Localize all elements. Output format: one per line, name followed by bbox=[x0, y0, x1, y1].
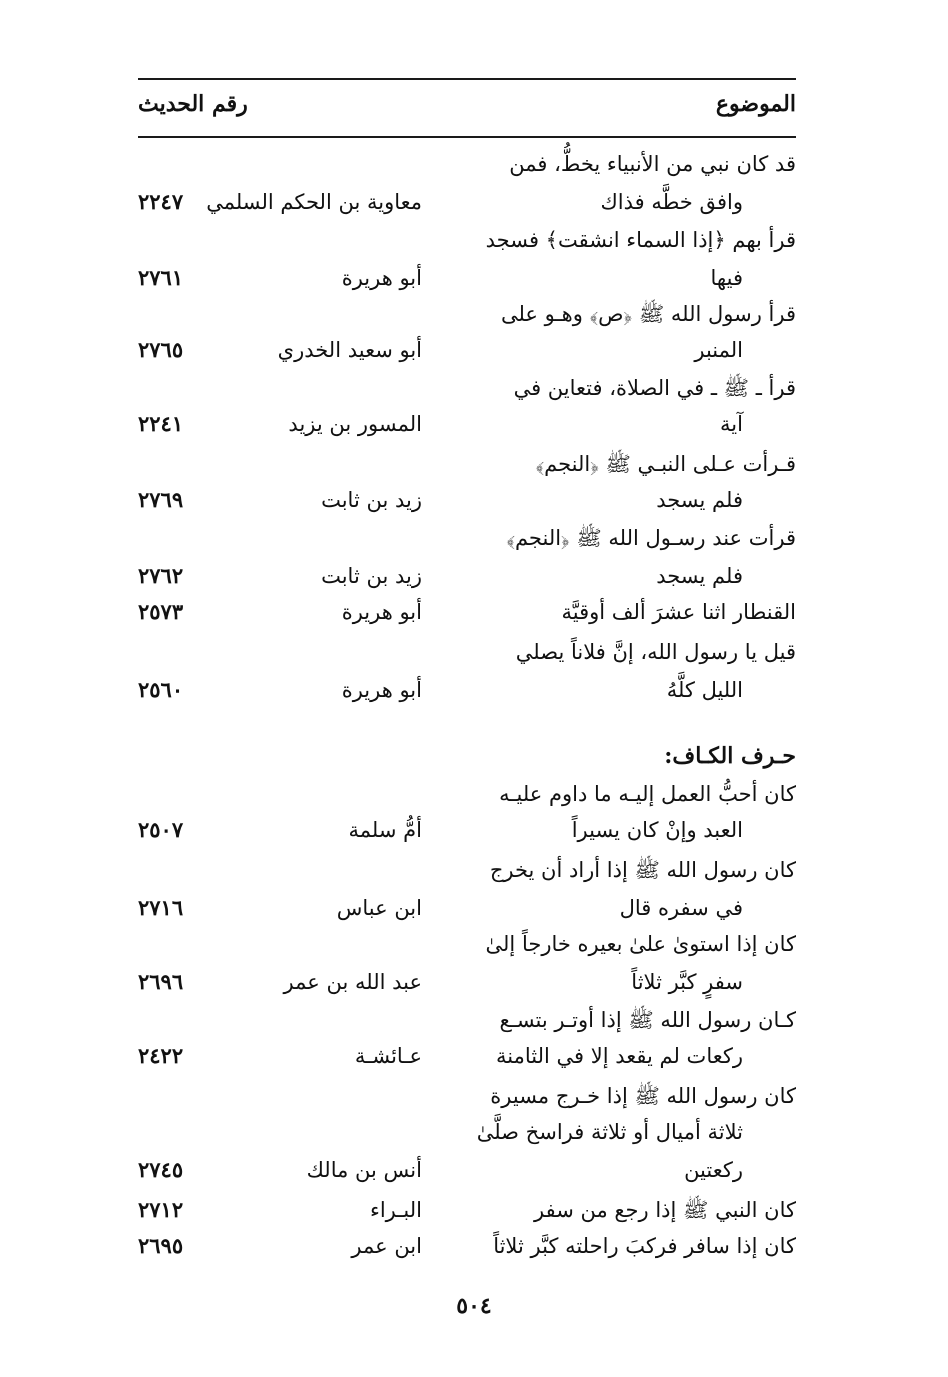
narrator: أمُّ سلمة bbox=[348, 818, 422, 842]
hadith-number: ٢٦٩٦ bbox=[138, 969, 184, 994]
hadith-number: ٢٥٠٧ bbox=[138, 817, 184, 842]
entry-line: في سفره قال bbox=[619, 896, 743, 920]
section-heading: حـرف الكـاف: bbox=[664, 743, 796, 769]
hadith-number: ٢٧٤٥ bbox=[138, 1157, 184, 1182]
hadith-number: ٢٧١٦ bbox=[138, 895, 184, 920]
entry-line: قرأ بهم ﴿إذا السماء انشقت﴾ فسجد bbox=[485, 228, 796, 252]
entry-line: آية bbox=[720, 412, 743, 436]
hadith-number: ٢٥٦٠ bbox=[138, 677, 184, 702]
hadith-number: ٢٢٤٧ bbox=[138, 189, 184, 214]
entry-line: سفرٍ كبَّر ثلاثاً bbox=[631, 970, 743, 994]
entry-line: الليل كلَّهُ bbox=[666, 678, 743, 702]
narrator: أبو سعيد الخدري bbox=[277, 338, 422, 362]
narrator: زيد بن ثابت bbox=[321, 488, 422, 512]
header-rule bbox=[138, 136, 796, 138]
entry-line: كان أحبُّ العمل إليـه ما داوم عليـه bbox=[499, 782, 796, 806]
entry-line: ركعات لم يقعد إلا في الثامنة bbox=[496, 1044, 743, 1068]
hadith-number: ٢٤٢٢ bbox=[138, 1043, 184, 1068]
entry-line: كان النبي ﷺ إذا رجع من سفر bbox=[533, 1198, 796, 1222]
hadith-number-column-header: رقم الحديث bbox=[138, 91, 248, 117]
entry-line: قرأ ـ ﷺ ـ في الصلاة، فتعاين في bbox=[513, 376, 796, 400]
narrator: أنس بن مالك bbox=[306, 1158, 422, 1182]
entry-line: العبد وإنْ كان يسيراً bbox=[571, 818, 743, 842]
hadith-number: ٢٧٦٢ bbox=[138, 563, 184, 588]
entry-line: قيل يا رسول الله، إنَّ فلاناً يصلي bbox=[515, 640, 796, 664]
entry-line: القنطار اثنا عشرَ ألف أوقيَّة bbox=[561, 600, 796, 624]
top-rule bbox=[138, 78, 796, 80]
narrator: زيد بن ثابت bbox=[321, 564, 422, 588]
narrator: أبو هريرة bbox=[341, 600, 422, 624]
narrator: معاوية بن الحكم السلمي bbox=[206, 190, 422, 214]
topic-column-header: الموضوع bbox=[715, 91, 796, 117]
entry-line: قرأ رسول الله ﷺ ﴿ص﴾ وهـو على bbox=[500, 302, 796, 326]
hadith-number: ٢٧٦٥ bbox=[138, 337, 184, 362]
hadith-number: ٢٧٦٩ bbox=[138, 487, 184, 512]
entry-line: ثلاثة أميال أو ثلاثة فراسخ صلَّىٰ bbox=[476, 1120, 743, 1144]
entry-line: فلم يسجد bbox=[656, 564, 743, 588]
entry-line: المنبر bbox=[694, 338, 743, 362]
narrator: أبو هريرة bbox=[341, 266, 422, 290]
entry-line: كان إذا سافر فركبَ راحلته كبَّر ثلاثاً bbox=[493, 1234, 796, 1258]
entry-line: وافق خطَّه فذاك bbox=[600, 190, 743, 214]
narrator: عـائشـة bbox=[354, 1044, 422, 1068]
entry-line: قد كان نبي من الأنبياء يخطُّ، فمن bbox=[509, 152, 796, 176]
entry-line: كان رسول الله ﷺ إذا خـرج مسيرة bbox=[490, 1084, 796, 1108]
narrator: عبد الله بن عمر bbox=[283, 970, 422, 994]
entry-line: قرأت عند رسـول الله ﷺ ﴿النجم﴾ bbox=[506, 526, 796, 550]
page-number: ٥٠٤ bbox=[456, 1293, 492, 1319]
entry-line: كـان رسول الله ﷺ إذا أوتـر بتسـع bbox=[499, 1008, 796, 1032]
entry-line: كان إذا استوىٰ علىٰ بعيره خارجاً إلىٰ bbox=[485, 932, 796, 956]
entry-line: قـرأت عـلى النبـي ﷺ ﴿النجم﴾ bbox=[535, 452, 796, 476]
hadith-number: ٢٢٤١ bbox=[138, 411, 184, 436]
hadith-number: ٢٥٧٣ bbox=[138, 599, 184, 624]
hadith-number: ٢٦٩٥ bbox=[138, 1233, 184, 1258]
hadith-number: ٢٧٦١ bbox=[138, 265, 184, 290]
narrator: المسور بن يزيد bbox=[288, 412, 422, 436]
hadith-number: ٢٧١٢ bbox=[138, 1197, 184, 1222]
entry-line: فلم يسجد bbox=[656, 488, 743, 512]
entry-line: كان رسول الله ﷺ إذا أراد أن يخرج bbox=[489, 858, 796, 882]
narrator: أبو هريرة bbox=[341, 678, 422, 702]
narrator: ابن عباس bbox=[336, 896, 422, 920]
entry-line: فيها bbox=[710, 266, 743, 290]
entry-line: ركعتين bbox=[684, 1158, 743, 1182]
narrator: البـراء bbox=[369, 1198, 422, 1222]
narrator: ابن عمر bbox=[351, 1234, 422, 1258]
